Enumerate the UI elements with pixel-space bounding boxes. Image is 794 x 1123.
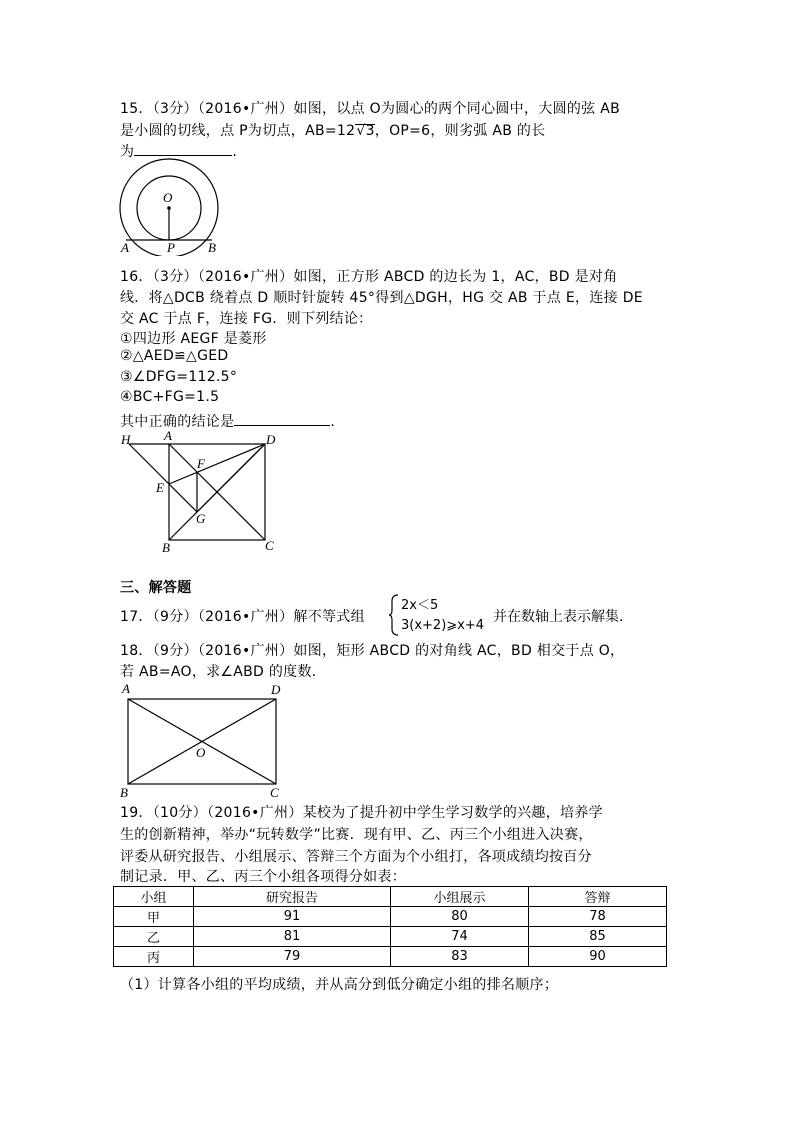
q17-inequality-1: 2x＜5: [401, 598, 439, 613]
q16-line-3: 交 AC 于点 F，连接 FG．则下列结论：: [120, 311, 373, 327]
q16-label-f: F: [197, 456, 205, 471]
q15-line-1: 15．（3分）（2016•广州）如图，以点 O为圆心的两个同心圆中，大圆的弦 AB: [120, 101, 621, 117]
q15-answer-blank[interactable]: [134, 141, 232, 156]
table-row: [114, 907, 667, 927]
table-cell: 83: [391, 947, 529, 967]
q19-line-1: 19．（10分）（2016•广州）某校为了提升初中学生学习数学的兴趣，培养学: [120, 805, 603, 821]
q16-conclusion-1: ①四边形 AEGF 是菱形: [120, 331, 267, 347]
q16-segment-gd: [197, 444, 265, 512]
table-cell: 乙: [114, 927, 194, 947]
table-cell: 91: [194, 907, 391, 927]
q16-segment-hg: [129, 444, 197, 512]
q15-line-2: [120, 120, 545, 140]
table-cell: 80: [391, 907, 529, 927]
q17-inequality-2: 3(x+2)⩾x+4: [401, 618, 485, 633]
q16-answer-end: .: [330, 414, 336, 430]
q15-label-b: B: [208, 240, 216, 255]
q16-label-a: A: [164, 428, 172, 443]
q16-segment-ed: [169, 444, 265, 484]
q18-label-d: D: [271, 682, 281, 697]
q19-sub-question-1: （1）计算各小组的平均成绩，并从高分到低分确定小组的排名顺序；: [120, 977, 559, 993]
table-cell: 78: [529, 907, 667, 927]
q17-brace-icon: [388, 594, 400, 636]
table-row: [114, 947, 667, 967]
q16-conclusion-3: ③∠DFG=112.5°: [120, 369, 238, 385]
q15-circles-figure: [116, 156, 226, 256]
q19-line-2: 生的创新精神，举办“玩转数学”比赛．现有甲、乙、丙三个小组进入决赛，: [120, 827, 593, 843]
table-cell: 90: [529, 947, 667, 967]
table-cell: 79: [194, 947, 391, 967]
table-header-cell: 小组展示: [391, 887, 529, 907]
q19-line-4: 制记录．甲、乙、丙三个小组各项得分如表：: [120, 869, 406, 885]
q18-line-2: 若 AB=AO，求∠ABD 的度数．: [120, 664, 327, 680]
q16-label-d: D: [266, 432, 276, 447]
q17-suffix: 并在数轴上表示解集．: [493, 609, 633, 625]
q15-label-p: P: [167, 240, 175, 255]
q16-conclusion-4: ④BC+FG=1.5: [120, 389, 220, 405]
q16-label-b: B: [162, 540, 170, 555]
q16-label-c: C: [265, 538, 274, 553]
table-header-cell: 答辩: [529, 887, 667, 907]
q15-label-o: O: [163, 190, 173, 205]
q16-label-h: H: [121, 432, 131, 447]
q17-prefix: 17．（9分）（2016•广州）解不等式组: [120, 609, 365, 625]
q16-line-1: 16．（3分）（2016•广州）如图，正方形 ABCD 的边长为 1，AC，BD 是对角: [120, 269, 618, 285]
q15-center-dot: [167, 206, 171, 210]
table-header-cell: 小组: [114, 887, 194, 907]
q16-conclusion-2: ②△AED≌△GED: [120, 348, 229, 364]
section-3-heading: 三、解答题: [120, 580, 192, 596]
q16-answer-blank[interactable]: [234, 411, 330, 426]
q16-square-figure: [116, 428, 286, 556]
q16-label-g: G: [196, 511, 206, 526]
q19-score-table: [113, 886, 667, 967]
table-header-cell: 研究报告: [194, 887, 391, 907]
q15-sqrt-num: 3: [365, 123, 375, 139]
q15-line-2-b: ，OP=6，则劣弧 AB 的长: [374, 123, 546, 139]
q15-sqrt: √3: [356, 123, 375, 139]
table-header-row: [114, 887, 667, 907]
q16-answer-prompt: 其中正确的结论是: [120, 414, 235, 430]
q16-line-2: 线．将△DCB 绕着点 D 顺时针旋转 45°得到△DGH，HG 交 AB 于点 E，连接 DE: [120, 290, 643, 306]
table-cell: 丙: [114, 947, 194, 967]
q15-line-3-end: .: [232, 144, 238, 160]
q18-label-o: O: [196, 745, 206, 760]
q18-label-a: A: [122, 681, 130, 696]
q18-label-c: C: [270, 785, 279, 800]
table-row: [114, 927, 667, 947]
table-cell: 85: [529, 927, 667, 947]
q16-label-e: E: [156, 480, 164, 495]
q15-line-3-text: 为: [120, 144, 135, 160]
q15-line-2-a: 是小圆的切线，点 P为切点，AB=12: [120, 123, 356, 139]
q18-label-b: B: [120, 785, 128, 800]
table-cell: 74: [391, 927, 529, 947]
table-cell: 81: [194, 927, 391, 947]
q18-line-1: 18．（9分）（2016•广州）如图，矩形 ABCD 的对角线 AC，BD 相交于点 O，: [120, 643, 625, 659]
q18-rectangle-figure: [116, 680, 296, 800]
q19-line-3: 评委从研究报告、小组展示、答辩三个方面为个小组打，各项成绩均按百分: [120, 849, 592, 865]
q15-label-a: A: [121, 240, 129, 255]
table-cell: 甲: [114, 907, 194, 927]
